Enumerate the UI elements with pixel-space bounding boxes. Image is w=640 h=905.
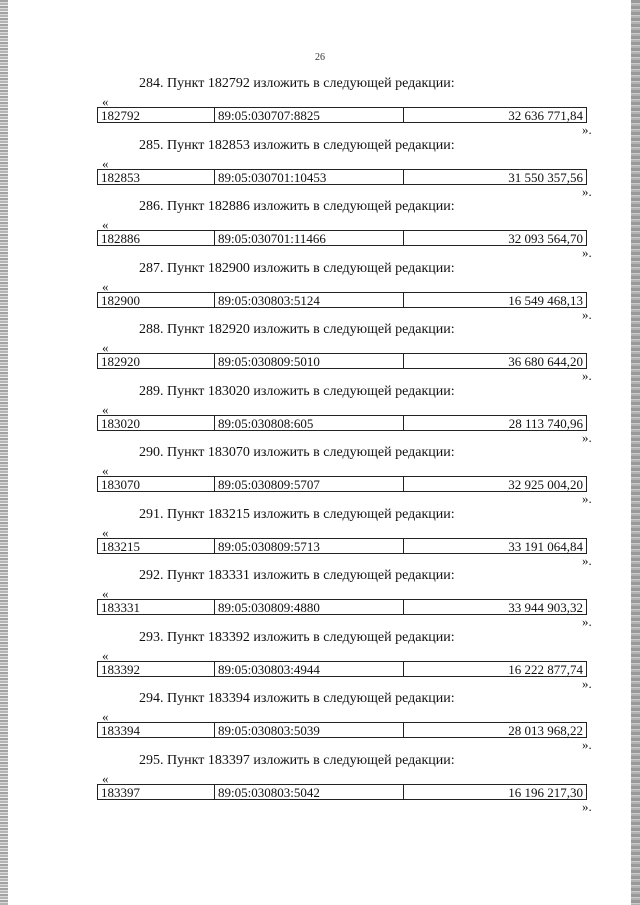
amendment-heading: 285. Пункт 182853 изложить в следующей редакции: xyxy=(139,137,455,153)
amendment-entry xyxy=(0,76,640,138)
open-quote: « xyxy=(102,709,109,724)
open-quote: « xyxy=(102,340,109,355)
item-code-cell: 182900 xyxy=(98,293,215,307)
amendment-list xyxy=(0,76,640,814)
close-quote: ». xyxy=(582,122,592,137)
table-row xyxy=(97,784,587,800)
close-quote: ». xyxy=(582,614,592,629)
cadastral-number-cell: 89:05:030809:5713 xyxy=(215,539,404,553)
value-cell: 36 680 644,20 xyxy=(508,354,583,368)
amendment-entry xyxy=(0,691,640,753)
value-cell: 33 191 064,84 xyxy=(508,538,583,553)
open-quote: « xyxy=(102,278,109,294)
amendment-entry xyxy=(0,322,640,384)
close-quote: ». xyxy=(582,368,592,383)
amendment-heading: 290. Пункт 183070 изложить в следующей редакции: xyxy=(139,445,455,460)
item-code-cell: 182853 xyxy=(98,170,215,184)
value-cell: 28 113 740,96 xyxy=(508,415,583,430)
amendment-entry xyxy=(0,138,640,200)
close-quote: ». xyxy=(582,491,592,506)
amendment-entry xyxy=(0,753,640,815)
table-row xyxy=(97,599,587,615)
value-cell: 32 925 004,20 xyxy=(508,477,583,491)
item-code-cell: 182920 xyxy=(98,354,215,368)
item-code-cell: 183331 xyxy=(98,600,215,614)
table-row xyxy=(97,538,587,554)
amendment-entry xyxy=(0,630,640,692)
value-cell: 28 013 968,22 xyxy=(508,723,583,737)
cadastral-number-cell: 89:05:030808:605 xyxy=(215,416,404,430)
open-quote: « xyxy=(102,217,109,232)
table-row xyxy=(97,415,587,431)
open-quote: « xyxy=(102,155,109,171)
item-code-cell: 182792 xyxy=(98,108,215,122)
open-quote: « xyxy=(102,94,109,109)
amendment-heading: 289. Пункт 183020 изложить в следующей редакции: xyxy=(139,383,455,399)
cadastral-number-cell: 89:05:030809:5010 xyxy=(215,354,404,368)
cadastral-number-cell: 89:05:030707:8825 xyxy=(215,108,404,122)
item-code-cell: 183394 xyxy=(98,723,215,737)
item-code-cell: 183215 xyxy=(98,539,215,553)
item-code-cell: 183392 xyxy=(98,662,215,676)
cadastral-number-cell: 89:05:030701:10453 xyxy=(215,170,404,184)
amendment-heading: 293. Пункт 183392 изложить в следующей редакции: xyxy=(139,629,455,645)
close-quote: ». xyxy=(582,306,592,322)
table-row xyxy=(97,230,587,246)
value-cell: 16 222 877,74 xyxy=(508,661,583,676)
table-row xyxy=(97,353,587,369)
open-quote: « xyxy=(102,647,109,663)
value-cell: 16 549 468,13 xyxy=(508,292,583,307)
close-quote: ». xyxy=(582,245,592,260)
value-cell: 32 636 771,84 xyxy=(508,108,583,122)
cadastral-number-cell: 89:05:030809:4880 xyxy=(215,600,404,614)
amendment-heading: 286. Пункт 182886 изложить в следующей редакции: xyxy=(139,199,455,214)
open-quote: « xyxy=(102,524,109,540)
amendment-entry xyxy=(0,568,640,630)
amendment-entry xyxy=(0,507,640,569)
cadastral-number-cell: 89:05:030803:5039 xyxy=(215,723,404,737)
table-row xyxy=(97,661,587,677)
close-quote: ». xyxy=(582,798,592,814)
value-cell: 33 944 903,32 xyxy=(508,600,583,614)
value-cell: 32 093 564,70 xyxy=(508,231,583,245)
table-row xyxy=(97,169,587,185)
close-quote: ». xyxy=(582,429,592,445)
item-code-cell: 183020 xyxy=(98,416,215,430)
table-row xyxy=(97,107,587,123)
cadastral-number-cell: 89:05:030803:5124 xyxy=(215,293,404,307)
table-row xyxy=(97,476,587,492)
amendment-entry xyxy=(0,199,640,261)
open-quote: « xyxy=(102,770,109,786)
amendment-heading: 287. Пункт 182900 изложить в следующей редакции: xyxy=(139,260,455,276)
amendment-entry xyxy=(0,445,640,507)
table-row xyxy=(97,292,587,308)
close-quote: ». xyxy=(582,675,592,691)
amendment-heading: 291. Пункт 183215 изложить в следующей редакции: xyxy=(139,506,455,522)
close-quote: ». xyxy=(582,737,592,752)
open-quote: « xyxy=(102,401,109,417)
page-number: 26 xyxy=(315,52,325,63)
amendment-entry xyxy=(0,261,640,323)
amendment-heading: 294. Пункт 183394 изложить в следующей редакции: xyxy=(139,691,455,706)
amendment-heading: 295. Пункт 183397 изложить в следующей редакции: xyxy=(139,752,455,768)
cadastral-number-cell: 89:05:030803:4944 xyxy=(215,662,404,676)
amendment-heading: 292. Пункт 183331 изложить в следующей редакции: xyxy=(139,568,455,583)
close-quote: ». xyxy=(582,183,592,199)
amendment-entry xyxy=(0,384,640,446)
item-code-cell: 182886 xyxy=(98,231,215,245)
close-quote: ». xyxy=(582,552,592,568)
cadastral-number-cell: 89:05:030803:5042 xyxy=(215,785,404,799)
cadastral-number-cell: 89:05:030809:5707 xyxy=(215,477,404,491)
item-code-cell: 183070 xyxy=(98,477,215,491)
amendment-heading: 284. Пункт 182792 изложить в следующей редакции: xyxy=(139,76,455,91)
open-quote: « xyxy=(102,463,109,478)
table-row xyxy=(97,722,587,738)
value-cell: 31 550 357,56 xyxy=(508,169,583,184)
cadastral-number-cell: 89:05:030701:11466 xyxy=(215,231,404,245)
amendment-heading: 288. Пункт 182920 изложить в следующей редакции: xyxy=(139,322,455,337)
value-cell: 16 196 217,30 xyxy=(508,784,583,799)
item-code-cell: 183397 xyxy=(98,785,215,799)
open-quote: « xyxy=(102,586,109,601)
